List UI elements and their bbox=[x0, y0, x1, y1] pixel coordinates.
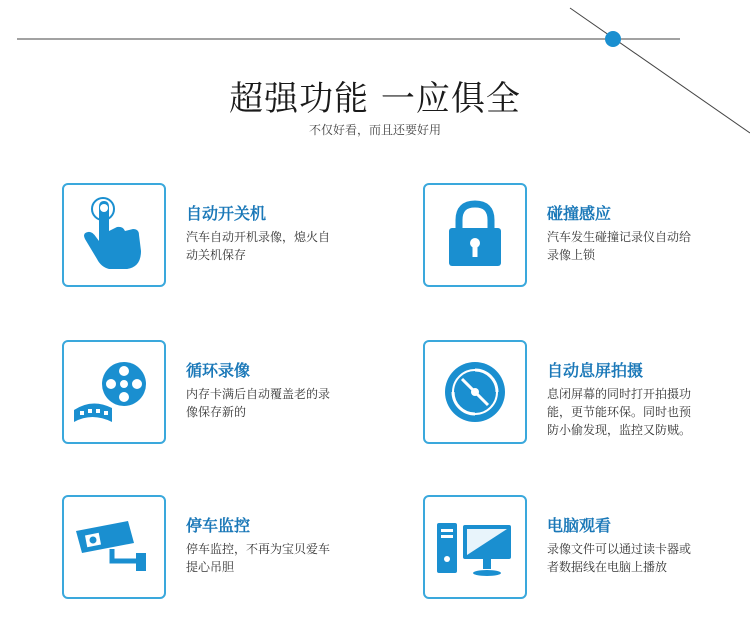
feature-loop-recording bbox=[62, 340, 402, 444]
feature-title: 停车监控 bbox=[186, 516, 251, 535]
feature-auto-power bbox=[62, 183, 402, 287]
feature-icon-box bbox=[62, 340, 166, 444]
surveillance-camera-icon bbox=[72, 517, 156, 577]
feature-title: 自动息屏拍摄 bbox=[547, 361, 644, 380]
feature-title: 电脑观看 bbox=[547, 516, 612, 535]
film-reel-icon bbox=[72, 360, 156, 424]
feature-description: 汽车发生碰撞记录仪自动给录像上锁 bbox=[547, 230, 692, 262]
feature-screen-off-recording bbox=[423, 340, 750, 444]
hand-touch-icon bbox=[79, 195, 149, 275]
page-subtitle: 不仅好看，而且还要好用 bbox=[308, 123, 441, 137]
lock-icon bbox=[445, 200, 505, 270]
feature-icon-box bbox=[62, 495, 166, 599]
feature-description: 录像文件可以通过读卡器或者数据线在电脑上播放 bbox=[547, 542, 692, 574]
feature-title: 循环录像 bbox=[186, 361, 251, 380]
feature-icon-box bbox=[423, 340, 527, 444]
feature-description: 息闭屏幕的同时打开拍摄功能，更节能环保。同时也预防小偷发现，监控又防贼。 bbox=[547, 387, 692, 437]
computer-icon bbox=[435, 515, 515, 579]
feature-computer-viewing bbox=[423, 495, 750, 599]
feature-description: 内存卡满后自动覆盖老的录像保存新的 bbox=[186, 387, 331, 419]
feature-icon-box bbox=[423, 183, 527, 287]
feature-description: 停车监控，不再为宝贝爱车提心吊胆 bbox=[186, 542, 331, 574]
feature-icon-box bbox=[423, 495, 527, 599]
feature-icon-box bbox=[62, 183, 166, 287]
feature-description: 汽车自动开机录像，熄火自动关机保存 bbox=[186, 230, 331, 262]
page-title: 超强功能 一应俱全 bbox=[229, 79, 521, 119]
feature-title: 自动开关机 bbox=[186, 204, 267, 223]
feature-parking-monitor bbox=[62, 495, 402, 599]
feature-collision-lock bbox=[423, 183, 750, 287]
radar-screen-icon bbox=[440, 357, 510, 427]
feature-title: 碰撞感应 bbox=[547, 204, 612, 223]
